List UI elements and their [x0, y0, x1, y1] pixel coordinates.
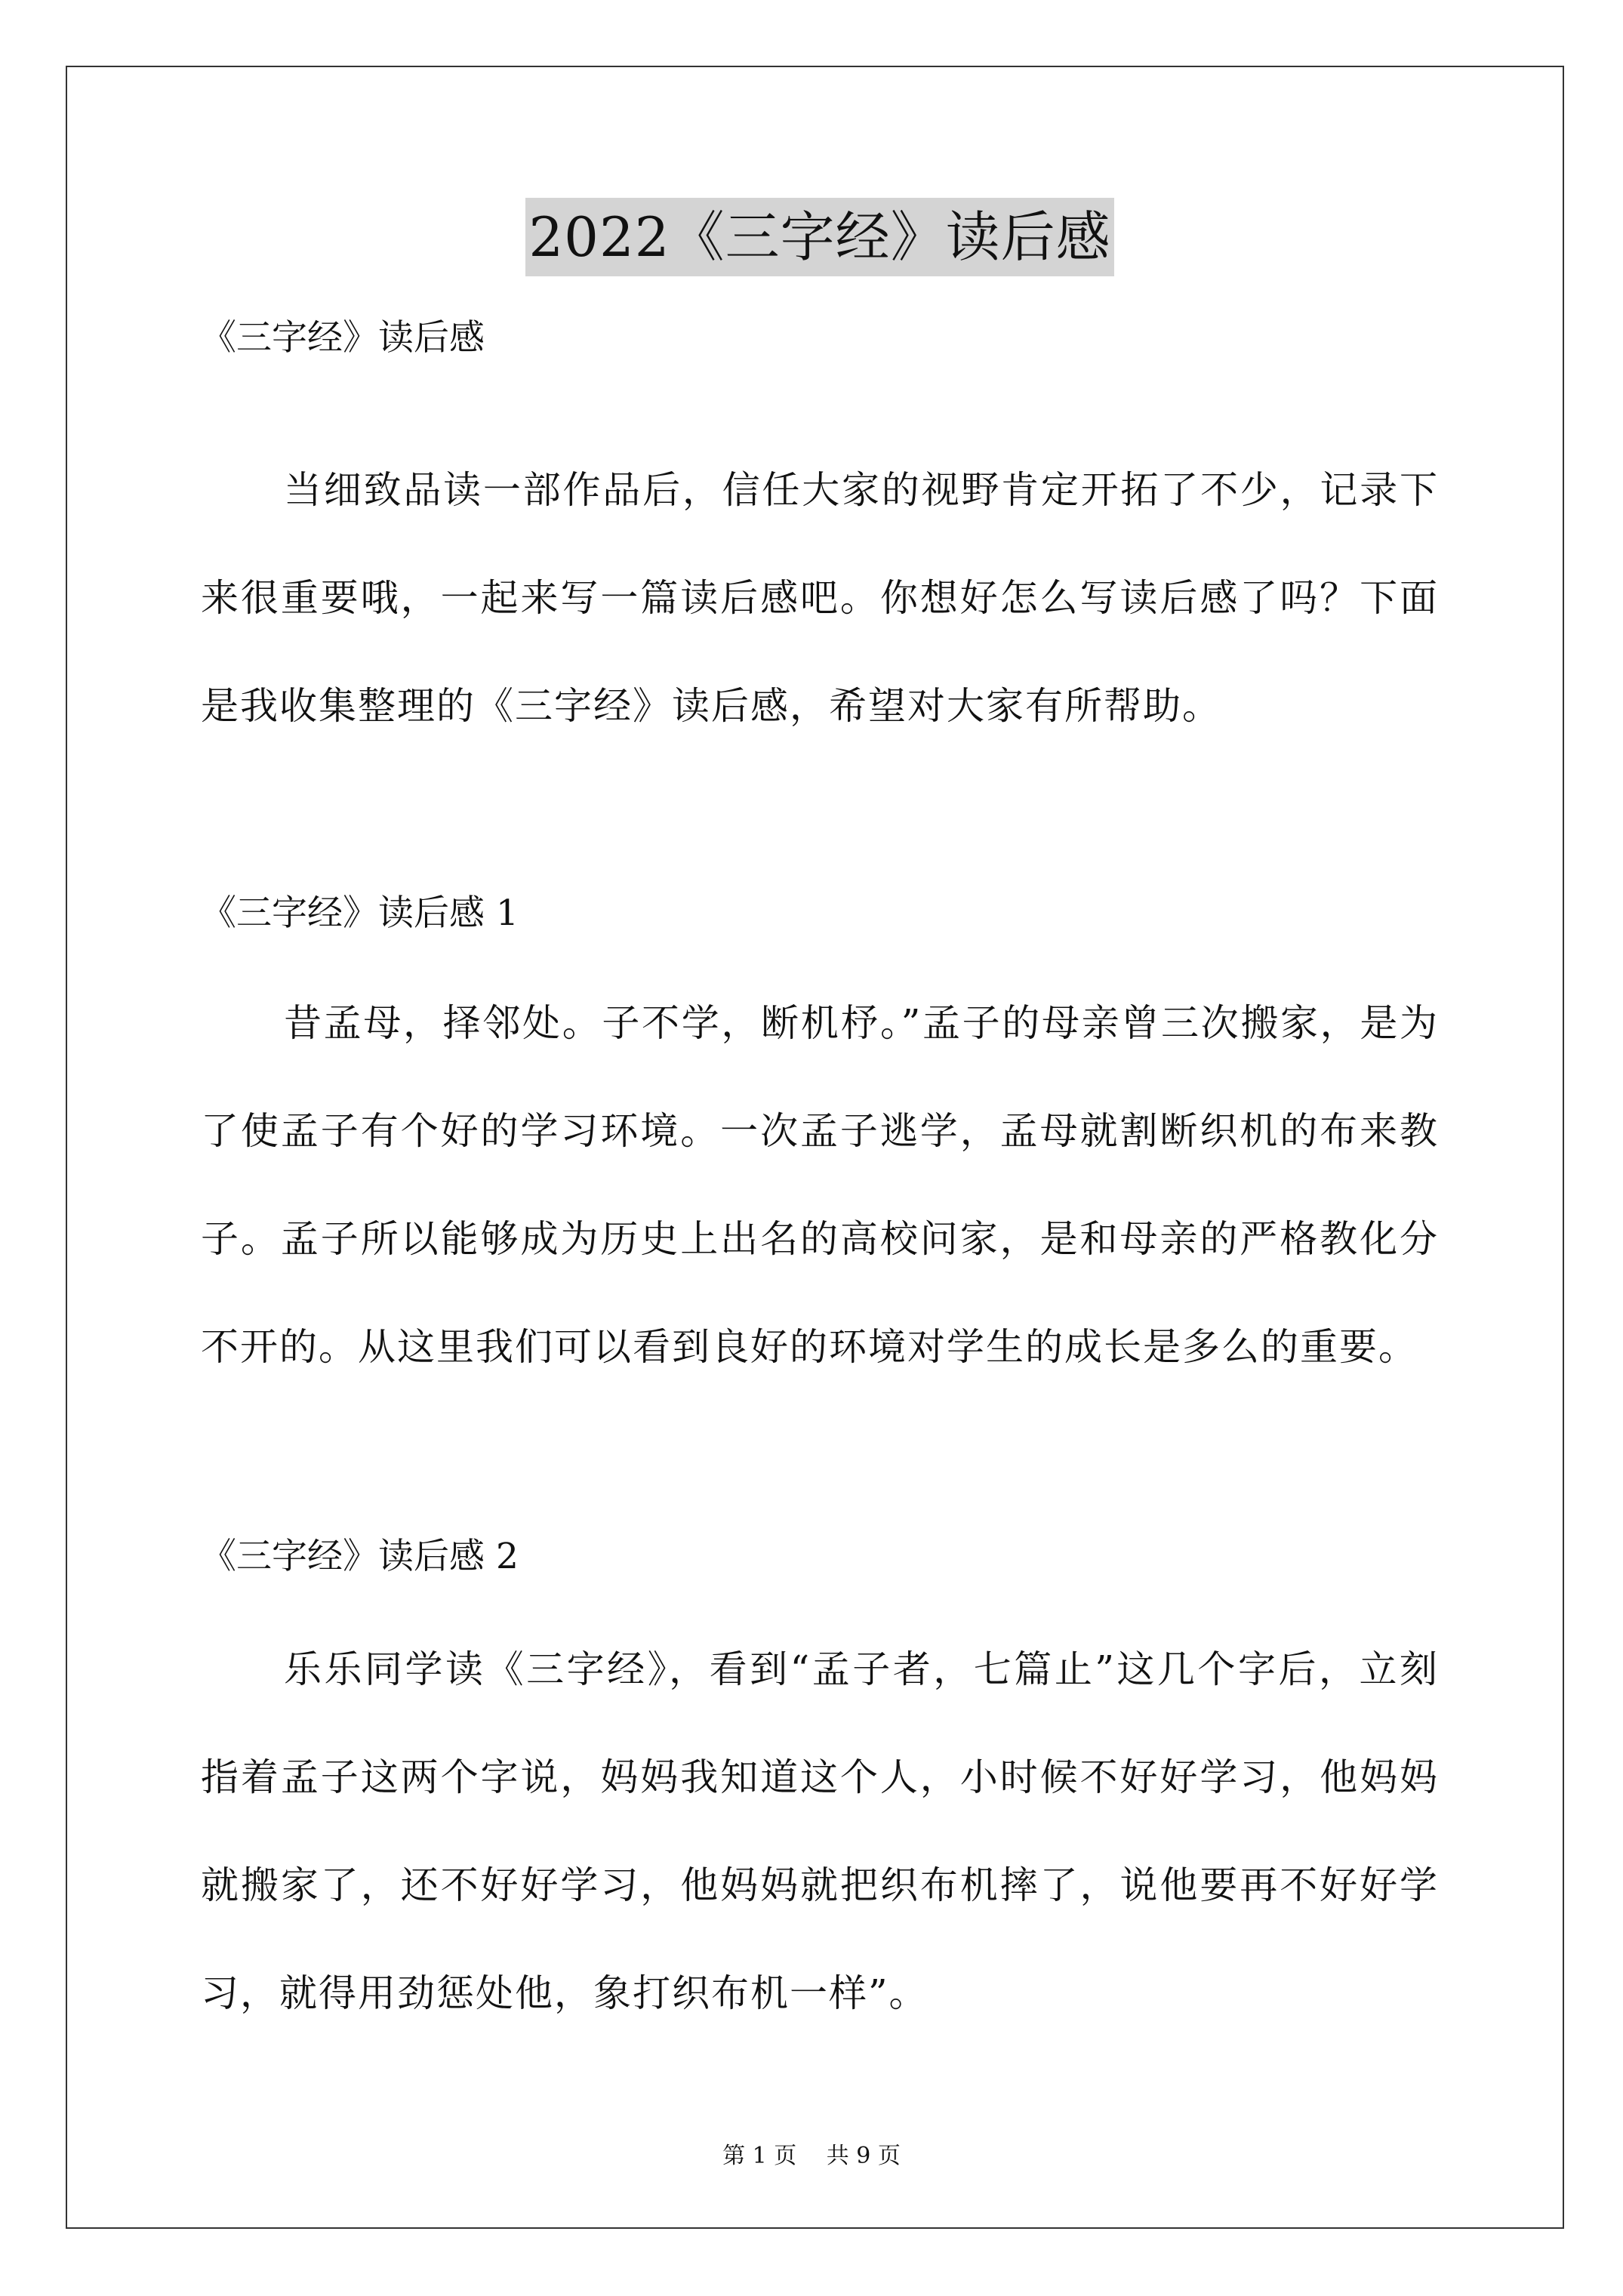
intro-heading: 《三字经》读后感 — [201, 317, 485, 359]
section-1-paragraph: 昔孟母，择邻处。子不学，断机杼。”孟子的母亲曾三次搬家，是为了使孟子有个好的学习环境。一次孟子逃学，孟母就割断织机的布来教子。孟子所以能够成为历史上出名的高校问家，是和母亲的严格教化分不开的。从这里我们可以看到良好的环境对学生的成长是多么的重要。 — [201, 1001, 1439, 1369]
section-1-heading: 《三字经》读后感 1 — [201, 892, 519, 934]
page-footer: 第 1 页 共 9 页 — [722, 2143, 901, 2169]
intro-paragraph: 当细致品读一部作品后，信任大家的视野肯定开拓了不少，记录下来很重要哦，一起来写一篇读后感吧。你想好怎么写读后感了吗？下面是我收集整理的《三字经》读后感，希望对大家有所帮助。 — [201, 468, 1439, 728]
section-2-paragraph: 乐乐同学读《三字经》，看到“孟子者，七篇止”这几个字后，立刻指着孟子这两个字说，妈妈我知道这个人，小时候不好好学习，他妈妈就搬家了，还不好好学习，他妈妈就把织布机摔了，说他要再不好好学习，就得用劲惩处他，象打织布机一样”。 — [201, 1647, 1439, 2015]
document-title: 2022《三字经》读后感 — [525, 198, 1113, 276]
title-wrap — [201, 198, 1439, 276]
section-2-heading: 《三字经》读后感 2 — [201, 1536, 519, 1577]
